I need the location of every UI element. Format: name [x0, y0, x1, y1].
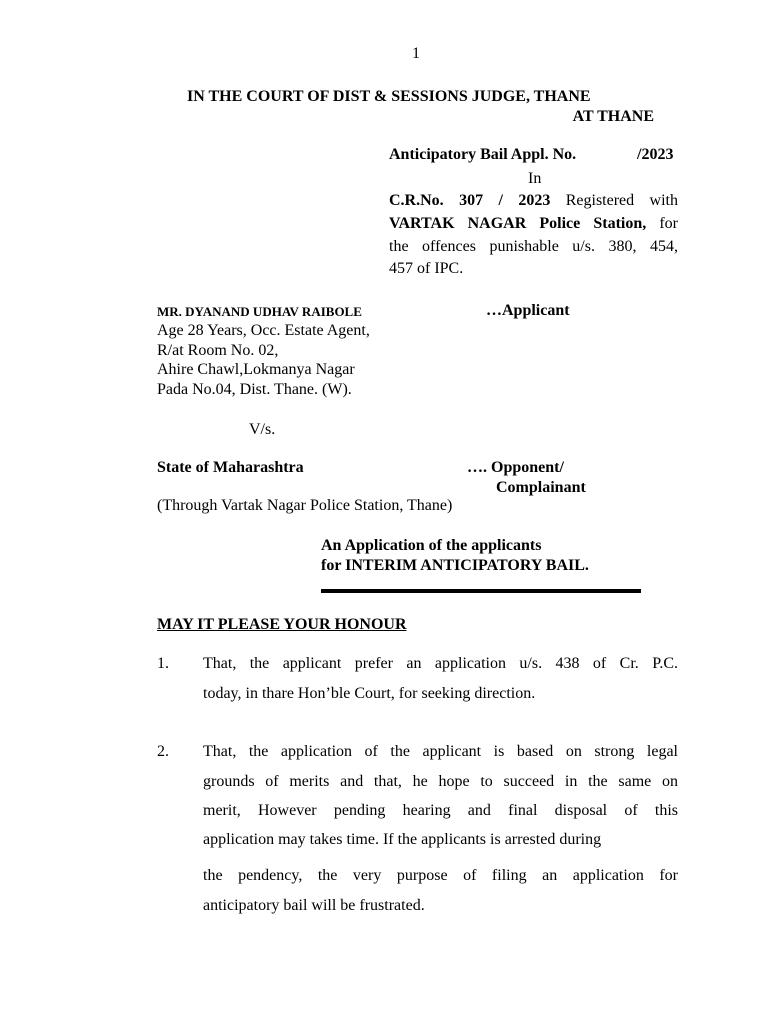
applicant-name: MR. DYANAND UDHAV RAIBOLE [157, 304, 362, 319]
application-title-line-2: for INTERIM ANTICIPATORY BAIL. [321, 557, 589, 574]
applicant-address-line: Pada No.04, Dist. Thane. (W). [157, 381, 352, 398]
paragraph-line: application may takes time. If the applicants is arrested during [203, 831, 602, 848]
paragraph-line: the pendency, the very purpose of filing an application for [203, 867, 678, 884]
cr-number: C.R.No. 307 / 2023 [389, 192, 551, 209]
complainant-role: Complainant [496, 479, 586, 496]
title-rule [321, 589, 641, 593]
opponent-through: (Through Vartak Nagar Police Station, Thane) [157, 497, 453, 514]
paragraph-number: 1. [157, 655, 169, 672]
paragraph-line: That, the application of the applicant is based on strong legal [203, 743, 678, 760]
offences-line-1: the offences punishable u/s. 380, 454, [389, 238, 678, 255]
paragraph-line: today, in thare Hon’ble Court, for seeking direction. [203, 685, 536, 702]
police-station: VARTAK NAGAR Police Station, [389, 215, 647, 232]
paragraph-line: merit, However pending hearing and final disposal of this [203, 802, 678, 819]
page-number: 1 [412, 45, 420, 62]
bail-appl-label: Anticipatory Bail Appl. No. [389, 146, 577, 163]
applicant-address-line: R/at Room No. 02, [157, 342, 279, 359]
opponent-name: State of Maharashtra [157, 459, 304, 476]
registered-with: Registered with [550, 192, 679, 209]
paragraph-line: That, the applicant prefer an application u/s. 438 of Cr. P.C. [203, 655, 678, 672]
court-location: AT THANE [572, 108, 654, 125]
cr-line [389, 192, 678, 210]
versus: V/s. [249, 421, 276, 438]
salutation: MAY IT PLEASE YOUR HONOUR [157, 616, 407, 633]
in-label: In [528, 170, 542, 187]
opponent-role: …. Opponent/ [467, 459, 564, 476]
applicant-address-line: Ahire Chawl,Lokmanya Nagar [157, 361, 355, 378]
paragraph-line: grounds of merits and that, he hope to succeed in the same on [203, 773, 678, 790]
offences-line-2: 457 of IPC. [389, 260, 464, 277]
bail-appl-number: /2023 [637, 146, 674, 163]
police-station-line [389, 215, 678, 233]
applicant-role: …Applicant [486, 302, 570, 319]
paragraph-line: anticipatory bail will be frustrated. [203, 897, 425, 914]
for-label: for [646, 215, 679, 232]
court-title: IN THE COURT OF DIST & SESSIONS JUDGE, THANE [187, 88, 591, 105]
paragraph-number: 2. [157, 743, 169, 760]
applicant-address-line: Age 28 Years, Occ. Estate Agent, [157, 322, 370, 339]
application-title-line-1: An Application of the applicants [321, 537, 542, 554]
